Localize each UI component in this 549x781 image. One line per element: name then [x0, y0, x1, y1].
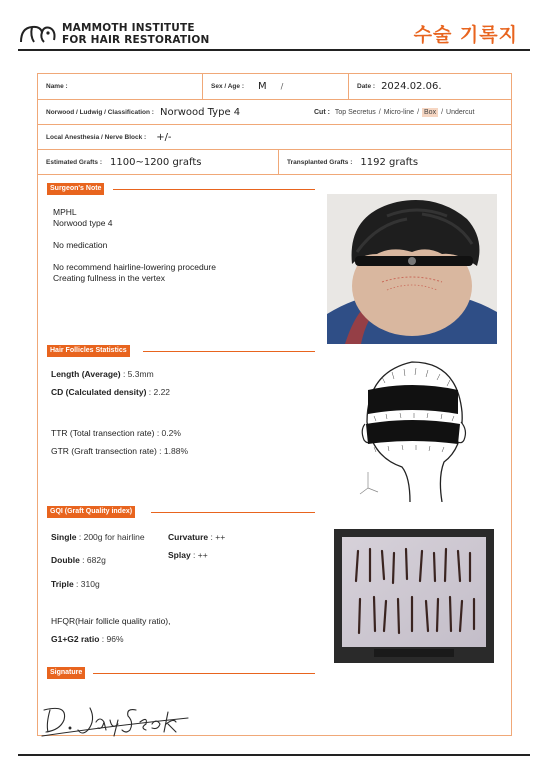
page-header [18, 18, 530, 52]
length-value: : 5.3mm [120, 369, 154, 379]
triple-value: : 310g [73, 579, 100, 589]
anesthesia-label: Local Anesthesia / Nerve Block : [46, 133, 147, 141]
curvature-label: Curvature [168, 532, 209, 542]
ttr-stat [51, 428, 181, 438]
transplanted-grafts-value[interactable]: 1192 grafts [360, 156, 419, 168]
row-anesthesia [38, 125, 511, 150]
g1g2-stat [51, 634, 124, 644]
scalp-top-photo [327, 194, 497, 344]
name-label: Name : [46, 83, 68, 90]
transplanted-grafts-label: Transplanted Grafts : [287, 158, 353, 166]
sex-value[interactable]: M [258, 81, 267, 92]
cut-option-undercut[interactable]: Undercut [446, 108, 475, 116]
cut-option-box-selected[interactable]: Box [424, 108, 437, 116]
anesthesia-cell [38, 125, 513, 149]
double-label: Double [51, 555, 80, 565]
row-name-sex-date [38, 74, 511, 100]
gtr-label: GTR (Graft transection rate) [51, 446, 157, 456]
cut-option-top-secretus[interactable]: Top Secretus [334, 108, 376, 116]
g1g2-label: G1+G2 ratio [51, 634, 100, 644]
cut-cell: Cut : Top Secretus / Micro-line / Box / Undercut [314, 108, 475, 116]
head-graft-diagram [352, 352, 472, 502]
triple-label: Triple [51, 579, 74, 589]
gqi-rule [151, 512, 315, 513]
age-separator: / [280, 82, 284, 91]
curvature-stat [168, 532, 225, 542]
date-label: Date : [357, 83, 376, 90]
follicles-stats-tag: Hair Follicles Statistics [47, 345, 130, 357]
transplanted-grafts-cell [278, 150, 513, 174]
note-line-5: Creating fullness in the vertex [53, 273, 165, 283]
row-classification-cut [38, 100, 511, 125]
row-grafts [38, 150, 511, 175]
surgeon-note-rule [113, 189, 315, 190]
graft-monitor-photo [334, 529, 494, 663]
hfqr-stat [51, 616, 171, 626]
logo-line-1: MAMMOTH INSTITUTE [62, 22, 195, 34]
length-stat [51, 369, 154, 379]
estimated-grafts-value[interactable]: 1100~1200 grafts [110, 156, 202, 168]
sex-age-label: Sex / Age : [211, 83, 244, 90]
classification-label: Norwood / Ludwig / Classification : [46, 108, 154, 116]
triple-stat [51, 579, 100, 589]
gtr-value: : 1.88% [156, 446, 188, 456]
logo-line-2: FOR HAIR RESTORATION [62, 34, 210, 46]
footer-divider [18, 754, 530, 756]
note-line-3: No medication [53, 240, 108, 250]
cd-label: CD (Calculated density) [51, 387, 147, 397]
cut-label: Cut : [314, 108, 330, 116]
note-line-1: MPHL [53, 207, 77, 217]
length-label: Length (Average) [51, 369, 121, 379]
institute-name [62, 22, 210, 46]
page-title: 수술 기록지 [413, 24, 518, 46]
name-cell [38, 74, 202, 99]
classification-value[interactable]: Norwood Type 4 [159, 106, 241, 118]
gqi-heading [47, 506, 315, 518]
date-value[interactable]: 2024.02.06. [381, 81, 442, 92]
note-line-2: Norwood type 4 [53, 218, 113, 228]
ttr-value: : 0.2% [154, 428, 181, 438]
ttr-label: TTR (Total transection rate) [51, 428, 155, 438]
single-label: Single [51, 532, 77, 542]
anesthesia-value[interactable]: +/- [156, 131, 172, 143]
curvature-value: : ++ [208, 532, 226, 542]
mammoth-logo-icon [18, 22, 58, 44]
splay-value: : ++ [190, 550, 208, 560]
date-cell [348, 74, 513, 99]
surgeon-note-text [53, 207, 216, 284]
gtr-stat [51, 446, 188, 456]
estimated-grafts-label: Estimated Grafts : [46, 158, 102, 166]
estimated-grafts-cell [38, 150, 278, 174]
surgeon-note-tag: Surgeon's Note [47, 183, 104, 195]
single-stat [51, 532, 145, 542]
sex-age-cell [202, 74, 348, 99]
cd-value: : 2.22 [146, 387, 171, 397]
signature-rule [93, 673, 315, 674]
header-divider [18, 49, 530, 51]
signature-heading [47, 667, 315, 679]
doctor-signature [40, 700, 190, 740]
follicles-stats-heading [47, 345, 315, 357]
cut-option-micro-line[interactable]: Micro-line [383, 108, 415, 116]
surgeon-note-heading [47, 183, 315, 195]
gqi-tag: GQI (Graft Quality index) [47, 506, 135, 518]
splay-stat [168, 550, 208, 560]
g1g2-value: : 96% [99, 634, 124, 644]
double-stat [51, 555, 106, 565]
classification-cell [38, 100, 318, 124]
splay-label: Splay [168, 550, 191, 560]
note-line-4: No recommend hairline-lowering procedure [53, 262, 216, 272]
hfqr-label: HFQR(Hair follicle quality ratio), [51, 616, 171, 626]
signature-tag: Signature [47, 667, 85, 679]
single-value: : 200g for hairline [76, 532, 145, 542]
follicles-stats-rule [143, 351, 315, 352]
cd-stat [51, 387, 170, 397]
double-value: : 682g [79, 555, 106, 565]
